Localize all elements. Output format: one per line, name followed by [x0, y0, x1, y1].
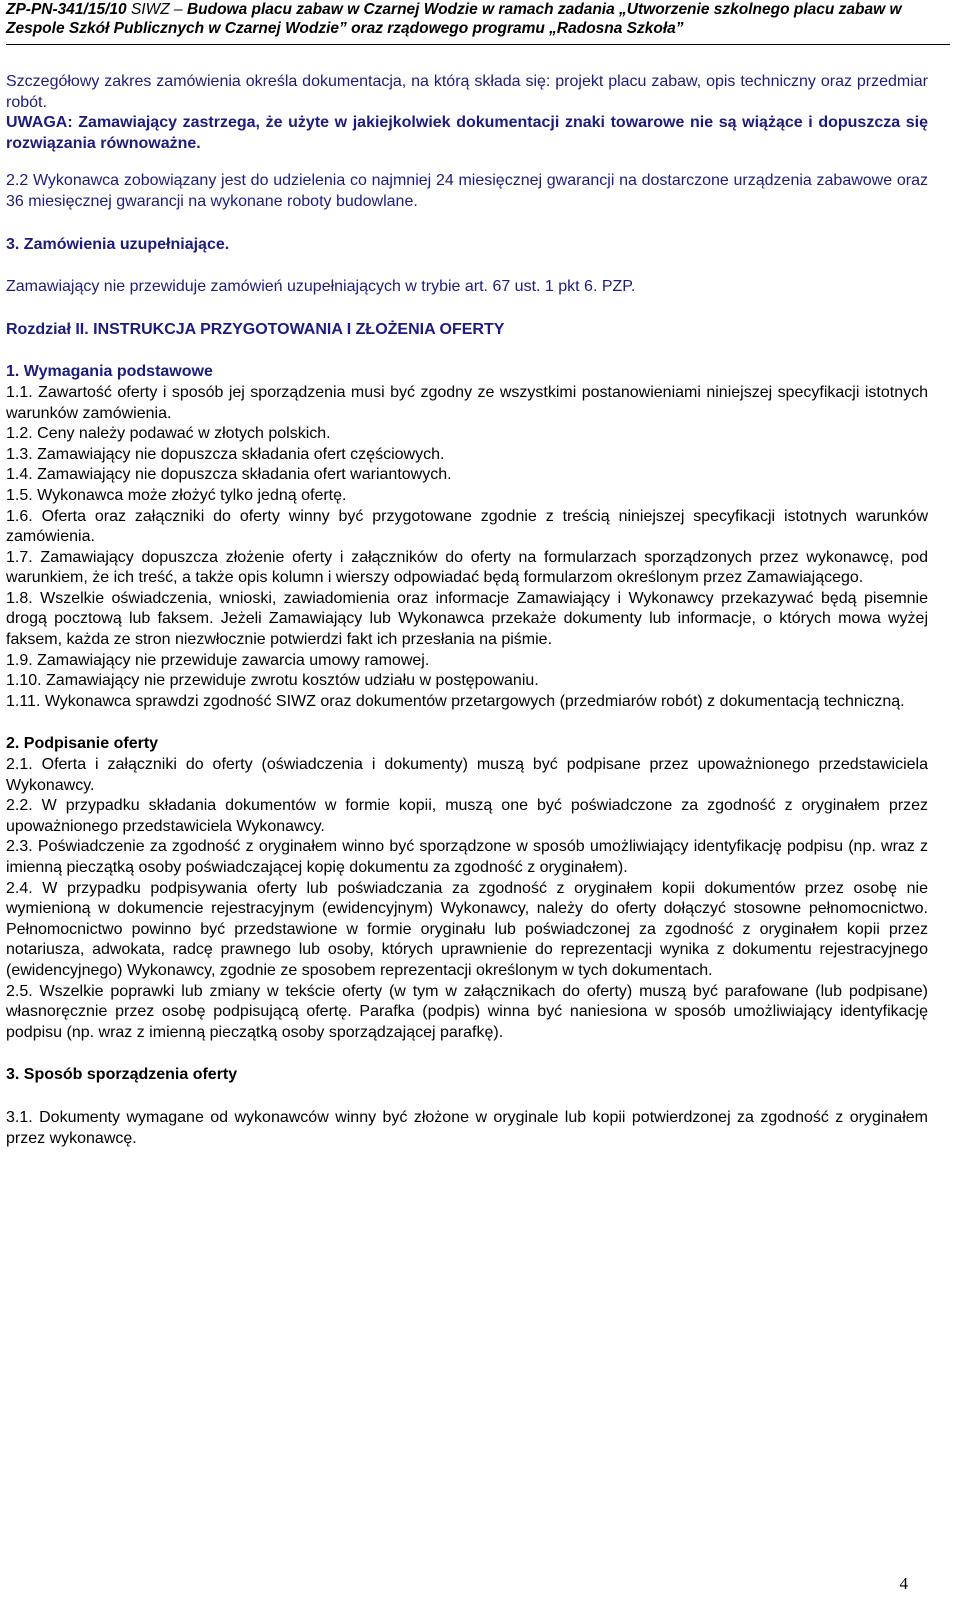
- header-case-number: ZP-PN-341/15/10: [6, 1, 127, 18]
- clause-1-8: 1.8. Wszelkie oświadczenia, wnioski, zawiadomienia oraz informacje Zamawiający i Wykonawcy przekazywać będą pisemnie drogą pocztową lub faksem. Jeżeli Zamawiający lub Wykonawca przekaże dokumenty lub informacje, o których mowa wyżej faksem, każda ze stron niezwłocznie potwierdzi fakt ich przesłania na piśmie.: [6, 589, 928, 649]
- clause-1-10: 1.10. Zamawiający nie przewiduje zwrotu kosztów udziału w postępowaniu.: [6, 672, 539, 690]
- header-doc-type: SIWZ: [130, 1, 170, 18]
- section-heading-signing: 2. Podpisanie oferty: [6, 735, 159, 753]
- clause-1-11: 1.11. Wykonawca sprawdzi zgodność SIWZ oraz dokumentów przetargowych (przedmiarów robót) z dokumentacją techniczną.: [6, 692, 905, 710]
- section-heading-basic: 1. Wymagania podstawowe: [6, 363, 213, 381]
- document-body: [6, 72, 928, 1149]
- header-title-line2: Zespole Szkół Publicznych w Czarnej Wodzie” oraz rządowego programu „Radosna Szkoła”: [6, 20, 684, 37]
- clause-3-1: 3.1. Dokumenty wymagane od wykonawców winny być złożone w oryginale lub kopii potwierdzonej za zgodność z oryginałem przez wykonawcę.: [6, 1108, 928, 1147]
- clause-2-5: 2.5. Wszelkie poprawki lub zmiany w tekście oferty (w tym w załącznikach do oferty) muszą być parafowane (lub podpisane) własnoręcznie przez osobę podpisującą ofertę. Parafka (podpis) winna być naniesiona w sposób umożliwiający identyfikację podpisu (np. wraz z imienną pieczątką osoby sporządzającej parafkę).: [6, 982, 928, 1041]
- clause-1-4: 1.4. Zamawiający nie dopuszcza składania ofert wariantowych.: [6, 466, 452, 484]
- section-heading-preparation: 3. Sposób sporządzenia oferty: [6, 1066, 238, 1084]
- clause-2-3: 2.3. Poświadczenie za zgodność z oryginałem winno być sporządzone w sposób umożliwiający identyfikację podpisu (np. wraz z imienną pieczątką osoby poświadczającej kopię dokumentu za zgodność z oryginałem).: [6, 838, 928, 876]
- clause-2-4: 2.4. W przypadku podpisywania oferty lub poświadczania za zgodność z oryginałem kopii dokumentów przez osobę nie wymienioną w dokumencie rejestracyjnym (ewidencyjnym) Wykonawcy, należy do oferty dołączyć stosowne pełnomocnictwo. Pełnomocnictwo powinno być przedstawione w formie oryginału lub poświadczonej za zgodność z oryginałem kopii przez notariusza, adwokata, radcę prawnego lub osoby, których uprawnienie do reprezentacji wynika z dokumentu rejestracyjnego (ewidencyjnego) Wykonawcy, zgodnie ze sposobem reprezentacji określonym w tych dokumentach.: [6, 879, 928, 979]
- page-number: 4: [899, 1574, 908, 1593]
- clause-1-7: 1.7. Zamawiający dopuszcza złożenie oferty i załączników do oferty na formularzach sporządzonych przez wykonawcę, pod warunkiem, że ich treść, a także opis kolumn i wierszy odpowiadać będą formularzom określonym przez Zamawiającego.: [6, 548, 928, 587]
- page-header: [6, 0, 950, 45]
- clause-1-3: 1.3. Zamawiający nie dopuszcza składania ofert częściowych.: [6, 445, 445, 463]
- paragraph-warranty: 2.2 Wykonawca zobowiązany jest do udzielenia co najmniej 24 miesięcznej gwarancji na dostarczone urządzenia zabawowe oraz 36 miesięcznej gwarancji na wykonane roboty budowlane.: [6, 172, 928, 210]
- clause-1-5: 1.5. Wykonawca może złożyć tylko jedną ofertę.: [6, 486, 347, 504]
- paragraph-supplementary: Zamawiający nie przewiduje zamówień uzupełniających w trybie art. 67 ust. 1 pkt 6. PZP.: [6, 278, 636, 296]
- header-line-1: ZP-PN-341/15/10 SIWZ – Budowa placu zabaw w Czarnej Wodzie w ramach zadania „Utworzenie szkolnego placu zabaw w: [6, 1, 902, 18]
- clause-1-6: 1.6. Oferta oraz załączniki do oferty winny być przygotowane zgodnie z treścią niniejszej specyfikacji istotnych warunków zamówienia.: [6, 507, 928, 546]
- heading-supplementary-orders: 3. Zamówienia uzupełniające.: [6, 235, 230, 253]
- paragraph-scope: Szczegółowy zakres zamówienia określa dokumentacja, na którą składa się: projekt placu zabaw, opis techniczny oraz przedmiar robót.: [6, 73, 928, 111]
- clause-2-2: 2.2. W przypadku składania dokumentów w formie kopii, muszą one być poświadczone za zgodność z oryginałem przez upoważnionego przedstawiciela Wykonawcy.: [6, 797, 928, 835]
- clause-1-9: 1.9. Zamawiający nie przewiduje zawarcia umowy ramowej.: [6, 651, 430, 669]
- clause-1-2: 1.2. Ceny należy podawać w złotych polskich.: [6, 425, 331, 443]
- chapter-heading: Rozdział II. INSTRUKCJA PRZYGOTOWANIA I ZŁOŻENIA OFERTY: [6, 320, 505, 338]
- paragraph-notice: UWAGA: Zamawiający zastrzega, że użyte w jakiejkolwiek dokumentacji znaki towarowe nie są wiążące i dopuszcza się rozwiązania równoważne.: [6, 114, 928, 152]
- clause-1-1: 1.1. Zawartość oferty i sposób jej sporządzenia musi być zgodny ze wszystkimi postanowieniami niniejszej specyfikacji istotnych warunków zamówienia.: [6, 383, 928, 422]
- header-title-line1: Budowa placu zabaw w Czarnej Wodzie w ramach zadania „Utworzenie szkolnego placu zabaw w: [186, 1, 902, 18]
- clause-2-1: 2.1. Oferta i załączniki do oferty (oświadczenia i dokumenty) muszą być podpisane przez upoważnionego przedstawiciela Wykonawcy.: [6, 756, 928, 794]
